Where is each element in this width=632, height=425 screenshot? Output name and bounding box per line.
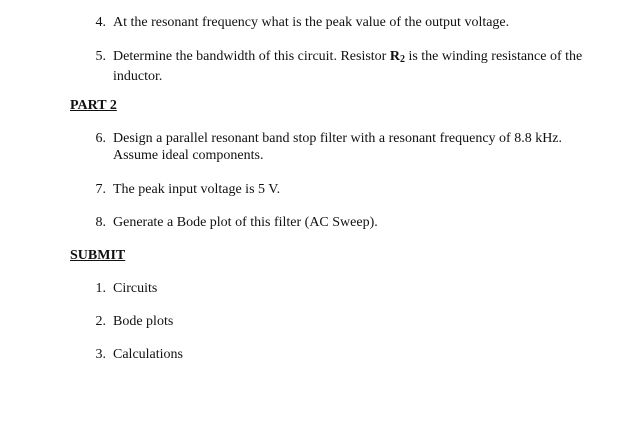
question-text: The peak input voltage is 5 V. bbox=[113, 182, 281, 197]
submit-item-text: Circuits bbox=[113, 281, 158, 296]
question-text: Design a parallel resonant band stop filter with a resonant frequency of 8.8 kHz. Assume ideal components. bbox=[113, 131, 563, 163]
question-number: 6. bbox=[95, 131, 106, 146]
part-2-heading: PART 2 bbox=[70, 98, 117, 113]
submit-item-number: 1. bbox=[95, 281, 106, 296]
question-text: At the resonant frequency what is the peak value of the output voltage. bbox=[113, 15, 510, 30]
question-text bbox=[113, 48, 593, 85]
question-number: 5. bbox=[95, 49, 106, 64]
question-text-after: is the winding resistance of the inductor. bbox=[113, 49, 583, 84]
question-number: 7. bbox=[95, 182, 106, 197]
resistor-label bbox=[390, 49, 405, 64]
submit-heading: SUBMIT bbox=[70, 248, 126, 263]
question-number: 8. bbox=[95, 215, 106, 230]
submit-item-text: Calculations bbox=[113, 347, 183, 362]
question-text-before: Determine the bandwidth of this circuit. Resistor bbox=[113, 49, 390, 64]
resistor-letter: R bbox=[389, 49, 400, 64]
question-text: Generate a Bode plot of this filter (AC Sweep). bbox=[113, 215, 378, 230]
resistor-subscript: 2 bbox=[399, 54, 405, 65]
submit-item-number: 2. bbox=[95, 314, 106, 329]
submit-item-number: 3. bbox=[95, 347, 106, 362]
question-number: 4. bbox=[95, 15, 106, 30]
submit-item-text: Bode plots bbox=[113, 314, 174, 329]
